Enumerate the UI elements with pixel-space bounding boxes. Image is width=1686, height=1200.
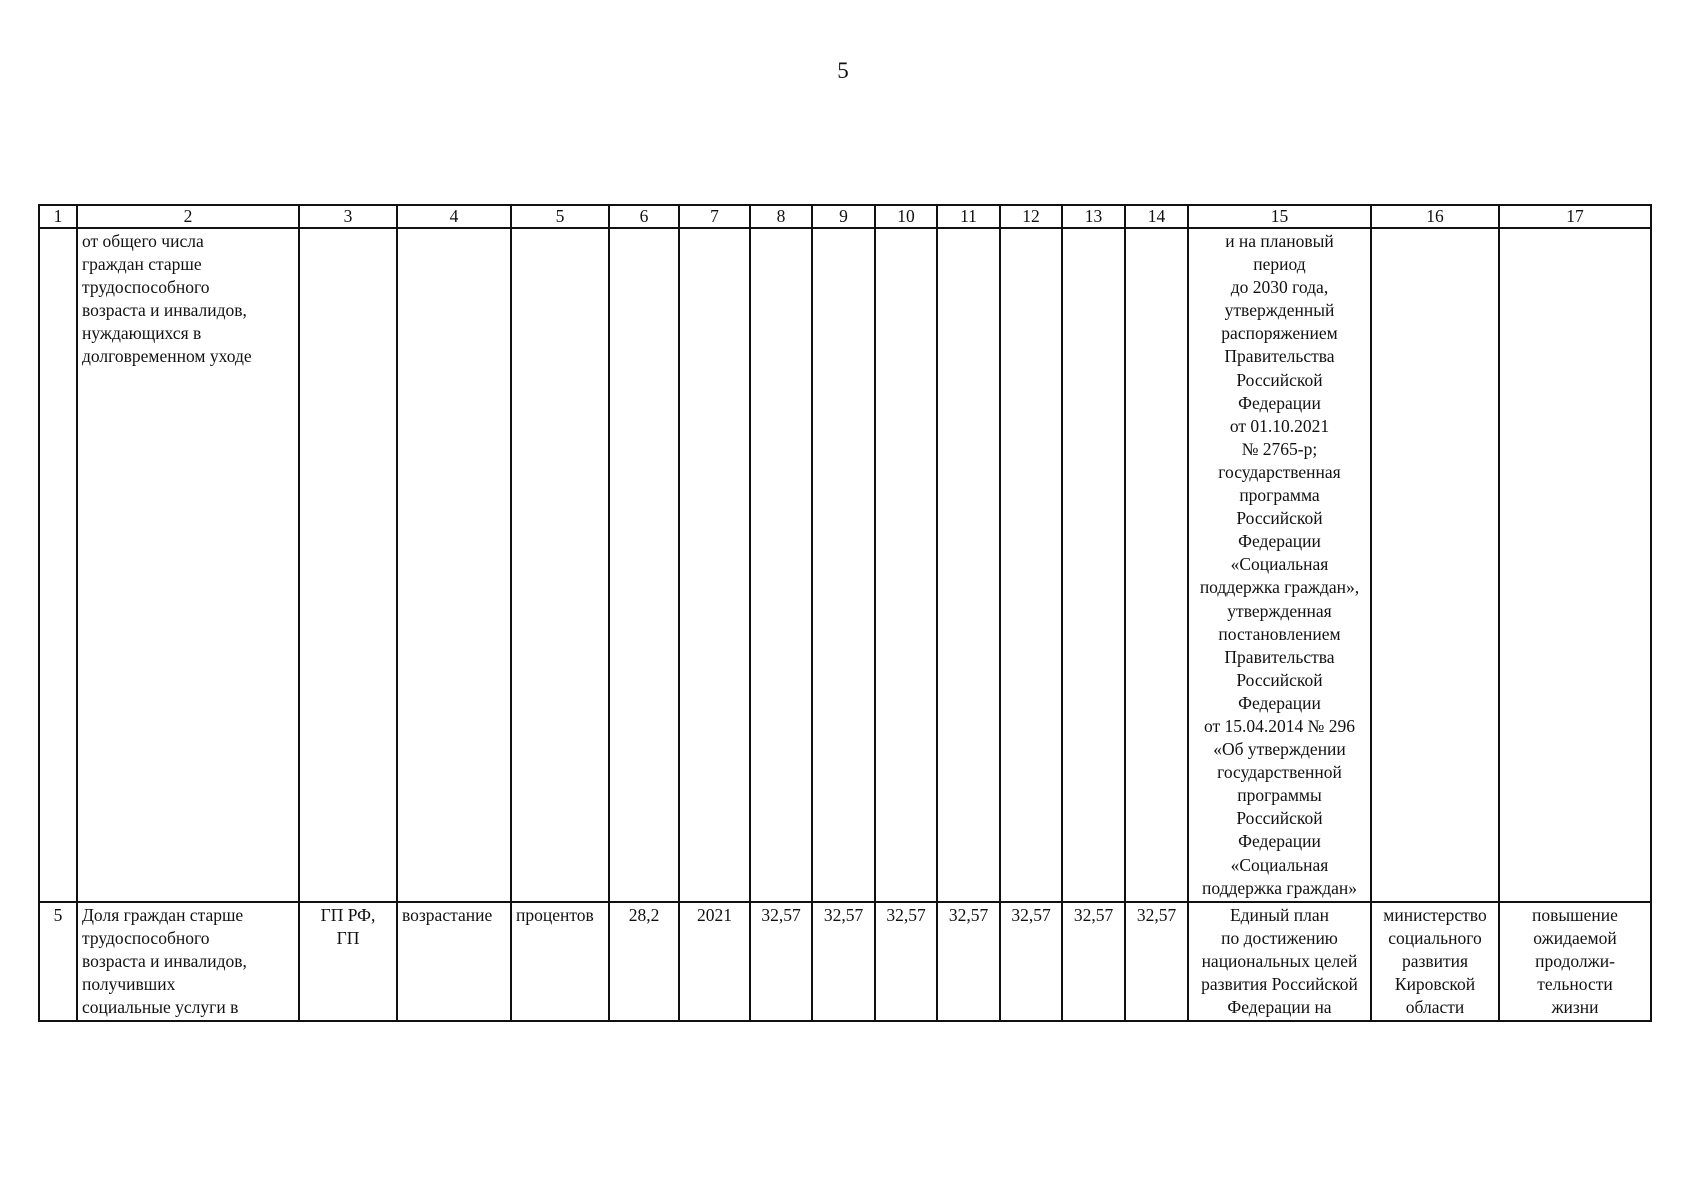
- table-cell: [750, 228, 812, 902]
- column-header: 12: [1000, 205, 1062, 228]
- indicator-name-cell: Доля граждан старше трудоспособного возраста и инвалидов, получивших социальные услуги в: [77, 902, 299, 1021]
- table-cell: [1499, 228, 1651, 902]
- target-value-cell: 32,57: [812, 902, 875, 1021]
- table-cell: [875, 228, 937, 902]
- base-value-cell: 28,2: [609, 902, 679, 1021]
- column-header: 5: [511, 205, 609, 228]
- table-cell: [1125, 228, 1188, 902]
- column-header: 4: [397, 205, 511, 228]
- target-value-cell: 32,57: [875, 902, 937, 1021]
- column-header: 7: [679, 205, 750, 228]
- table-cell: [1000, 228, 1062, 902]
- column-header: 1: [39, 205, 77, 228]
- table-row-continuation: [39, 228, 1651, 902]
- target-value-cell: 32,57: [1125, 902, 1188, 1021]
- table-cell: [1062, 228, 1125, 902]
- column-header: 8: [750, 205, 812, 228]
- indicators-table: [38, 204, 1652, 1022]
- table-row-5: [39, 902, 1651, 1021]
- column-header: 17: [1499, 205, 1651, 228]
- table-cell: [937, 228, 1000, 902]
- target-value-cell: 32,57: [1062, 902, 1125, 1021]
- national-goal-cell: повышение ожидаемой продолжи- тельности жизни: [1499, 902, 1651, 1021]
- column-header: 10: [875, 205, 937, 228]
- column-header: 6: [609, 205, 679, 228]
- level-cell: ГП РФ, ГП: [299, 902, 397, 1021]
- table-header-row: [39, 205, 1651, 228]
- table-cell: [511, 228, 609, 902]
- column-header: 13: [1062, 205, 1125, 228]
- responsible-body-cell: министерство социального развития Кировской области: [1371, 902, 1499, 1021]
- base-year-cell: 2021: [679, 902, 750, 1021]
- unit-cell: процентов: [511, 902, 609, 1021]
- table-cell: [1371, 228, 1499, 902]
- column-header: 3: [299, 205, 397, 228]
- column-header: 14: [1125, 205, 1188, 228]
- basis-document-cell: Единый план по достижению национальных целей развития Российской Федерации на: [1188, 902, 1371, 1021]
- row-number-cell: 5: [39, 902, 77, 1021]
- table-cell: [397, 228, 511, 902]
- table-cell: [812, 228, 875, 902]
- page-number: 5: [837, 58, 849, 83]
- table-cell: [39, 228, 77, 902]
- indicator-name-cell: от общего числа граждан старше трудоспособного возраста и инвалидов, нуждающихся в долговременном уходе: [77, 228, 299, 902]
- target-value-cell: 32,57: [937, 902, 1000, 1021]
- table-cell: [299, 228, 397, 902]
- table-cell: [679, 228, 750, 902]
- trend-cell: возрастание: [397, 902, 511, 1021]
- table-cell: [609, 228, 679, 902]
- column-header: 9: [812, 205, 875, 228]
- target-value-cell: 32,57: [750, 902, 812, 1021]
- column-header: 15: [1188, 205, 1371, 228]
- column-header: 11: [937, 205, 1000, 228]
- column-header: 2: [77, 205, 299, 228]
- target-value-cell: 32,57: [1000, 902, 1062, 1021]
- basis-document-cell: и на плановый период до 2030 года, утвержденный распоряжением Правительства Российской Федерации от 01.10.2021 № 2765-р; государственная программа Российской Федерации «Социальная поддержка граждан», утвержденная постановлением Правительства Российской Федерации от 15.04.2014 № 296 «Об утверждении государственной программы Российской Федерации «Социальная поддержка граждан»: [1188, 228, 1371, 902]
- column-header: 16: [1371, 205, 1499, 228]
